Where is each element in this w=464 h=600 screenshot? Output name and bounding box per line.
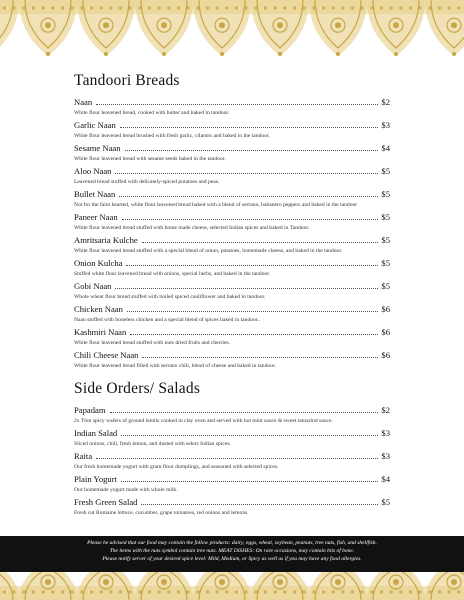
menu-item-price: $5 bbox=[381, 235, 390, 245]
menu-item-price: $4 bbox=[381, 143, 390, 153]
menu-item-description: Fresh cut Romaine lettuce, cucumber, grape tomatoes, red onions and lemons. bbox=[74, 510, 249, 516]
dot-leader bbox=[141, 504, 378, 505]
menu-item-name: Garlic Naan bbox=[74, 120, 116, 130]
menu-item bbox=[74, 350, 390, 370]
menu-item bbox=[74, 189, 390, 209]
dot-leader bbox=[121, 481, 378, 482]
dot-leader bbox=[121, 435, 378, 436]
menu-item-row bbox=[74, 327, 390, 338]
menu-item-name: Paneer Naan bbox=[74, 212, 118, 222]
menu-item-name: Fresh Green Salad bbox=[74, 497, 138, 507]
menu-item-price: $4 bbox=[381, 474, 390, 484]
menu-item bbox=[74, 235, 390, 255]
menu-item-row bbox=[74, 189, 390, 200]
gold-lace-ornament-icon bbox=[0, 0, 464, 70]
menu-item-row bbox=[74, 474, 390, 485]
menu-item-name: Naan bbox=[74, 97, 93, 107]
menu-item-description: Stuffed white flour leavened bread with onions, special herbs, and baked in the tandoor. bbox=[74, 271, 271, 277]
menu-item-price: $5 bbox=[381, 497, 390, 507]
menu-item bbox=[74, 120, 390, 140]
menu-item-name: Amritsaria Kulche bbox=[74, 235, 138, 245]
menu-content bbox=[74, 72, 390, 520]
menu-item-row bbox=[74, 258, 390, 269]
menu-item-price: $5 bbox=[381, 166, 390, 176]
notice-line: Please be advised that our food may contain the follow products: dairy, eggs, wheat, soybean, peanuts, tree nuts, fish, and shellfish. bbox=[87, 540, 377, 546]
menu-item-row bbox=[74, 97, 390, 108]
menu-item-name: Indian Salad bbox=[74, 428, 118, 438]
menu-item-price: $6 bbox=[381, 327, 390, 337]
dot-leader bbox=[115, 173, 378, 174]
menu-item bbox=[74, 281, 390, 301]
menu-item bbox=[74, 258, 390, 278]
dot-leader bbox=[142, 357, 378, 358]
menu-item bbox=[74, 428, 390, 448]
dot-leader bbox=[110, 412, 379, 413]
menu-item-description: Naan stuffed with boneless chicken and a special blend of spices baked in tandoor.. bbox=[74, 317, 261, 323]
menu-item-price: $2 bbox=[381, 405, 390, 415]
menu-item-row bbox=[74, 235, 390, 246]
menu-item-row bbox=[74, 451, 390, 462]
dot-leader bbox=[115, 288, 378, 289]
dot-leader bbox=[96, 104, 378, 105]
menu-item-row bbox=[74, 304, 390, 315]
menu-item-row bbox=[74, 212, 390, 223]
dot-leader bbox=[130, 334, 378, 335]
dot-leader bbox=[119, 196, 378, 197]
section-tandoori-breads bbox=[74, 97, 390, 370]
menu-item-row bbox=[74, 143, 390, 154]
menu-item-description: Whole wheat flour bread stuffed with boiled spiced cauliflower and baked in tandoor. bbox=[74, 294, 266, 300]
menu-item-name: Onion Kulcha bbox=[74, 258, 123, 268]
menu-item-description: White flour leavened bread with sesame seeds baked in the tandoor. bbox=[74, 156, 226, 162]
menu-item-name: Kashmiri Naan bbox=[74, 327, 127, 337]
menu-item-name: Gobi Naan bbox=[74, 281, 112, 291]
menu-item-row bbox=[74, 281, 390, 292]
dot-leader bbox=[127, 311, 378, 312]
menu-item-description: Our fresh homemade yogurt with gram flour dumplings, and seasoned with selected spices. bbox=[74, 464, 279, 470]
notice-line: The items with the nuts symbol contain tree nuts. MEAT DISHES: On rare occasions, may contain bits of bone. bbox=[109, 548, 355, 555]
menu-item-description: Sliced onions, chili, fresh lemon, and dusted with select Indian spices. bbox=[74, 441, 231, 447]
menu-item-row bbox=[74, 428, 390, 439]
dot-leader bbox=[142, 242, 379, 243]
menu-item-name: Plain Yogurt bbox=[74, 474, 117, 484]
menu-item-price: $5 bbox=[381, 258, 390, 268]
menu-item-name: Bullet Naan bbox=[74, 189, 116, 199]
menu-item-price: $5 bbox=[381, 189, 390, 199]
notice-line: Please notify server of your desired spice level: Mild, Medium, or Spicy as well as if you may have any food allergies. bbox=[102, 556, 362, 563]
menu-item bbox=[74, 451, 390, 471]
menu-item-row bbox=[74, 405, 390, 416]
menu-item-row bbox=[74, 166, 390, 177]
menu-item-price: $3 bbox=[381, 428, 390, 438]
menu-item-price: $3 bbox=[381, 451, 390, 461]
menu-item-name: Chili Cheese Naan bbox=[74, 350, 139, 360]
menu-item-price: $6 bbox=[381, 350, 390, 360]
menu-item bbox=[74, 304, 390, 324]
menu-item-description: Leavened bread stuffed with delicately-spiced potatoes and peas. bbox=[74, 179, 220, 185]
menu-item bbox=[74, 97, 390, 117]
menu-item-description: Not for the faint hearted, white flour leavened bread baked with a blend of serrano, habanero peppers and baked in the tandoor bbox=[74, 202, 358, 208]
dot-leader bbox=[122, 219, 379, 220]
menu-item-description: White flour leavened bread brushed with fresh garlic, cilantro and baked in the tandoor. bbox=[74, 133, 270, 139]
dot-leader bbox=[126, 265, 378, 266]
menu-item-name: Papadam bbox=[74, 405, 106, 415]
menu-item-description: Our homemade yogurt made with whole milk. bbox=[74, 487, 178, 493]
menu-item-price: $5 bbox=[381, 212, 390, 222]
dot-leader bbox=[120, 127, 379, 128]
section-side-orders bbox=[74, 405, 390, 517]
menu-item-description: 2x Thin spicy wafers of ground lentils cooked in clay oven and served with hot mint sauce & sweet tamarind sauce. bbox=[74, 418, 333, 424]
menu-item bbox=[74, 143, 390, 163]
dot-leader bbox=[125, 150, 379, 151]
menu-item-price: $2 bbox=[381, 97, 390, 107]
section-title-side-orders: Side Orders/ Salads bbox=[74, 380, 201, 397]
menu-item bbox=[74, 497, 390, 517]
menu-item-name: Sesame Naan bbox=[74, 143, 121, 153]
menu-item-name: Raita bbox=[74, 451, 93, 461]
menu-item-price: $5 bbox=[381, 281, 390, 291]
menu-item-name: Chicken Naan bbox=[74, 304, 123, 314]
menu-item-row bbox=[74, 497, 390, 508]
top-ornament-border bbox=[0, 0, 464, 70]
section-title-tandoori-breads: Tandoori Breads bbox=[74, 72, 180, 89]
menu-item-row bbox=[74, 120, 390, 131]
menu-item-price: $3 bbox=[381, 120, 390, 130]
allergy-notice bbox=[0, 536, 464, 572]
menu-item-name: Aloo Naan bbox=[74, 166, 112, 176]
menu-item bbox=[74, 212, 390, 232]
menu-item-description: White flour leavened bread stuffed with nuts dried fruits and cherries. bbox=[74, 340, 231, 346]
menu-item bbox=[74, 327, 390, 347]
menu-item bbox=[74, 474, 390, 494]
menu-item-description: White flour leavened bread stuffed with home made cheese, selected Indian spices and baked in Tandoor. bbox=[74, 225, 310, 231]
menu-item-description: White flour leavened bread, cooked with butter and baked in tandoor. bbox=[74, 110, 230, 116]
menu-item bbox=[74, 166, 390, 186]
menu-item bbox=[74, 405, 390, 425]
menu-item-description: White flour leavened bread filled with serrano chili, blend of cheese and baked in tandoor. bbox=[74, 363, 276, 369]
menu-item-row bbox=[74, 350, 390, 361]
menu-item-description: White flour leavened bread stuffed with a special blend of onion, potatoes, homemade cheese, and baked in the tandoor. bbox=[74, 248, 343, 254]
dot-leader bbox=[96, 458, 378, 459]
menu-item-price: $6 bbox=[381, 304, 390, 314]
